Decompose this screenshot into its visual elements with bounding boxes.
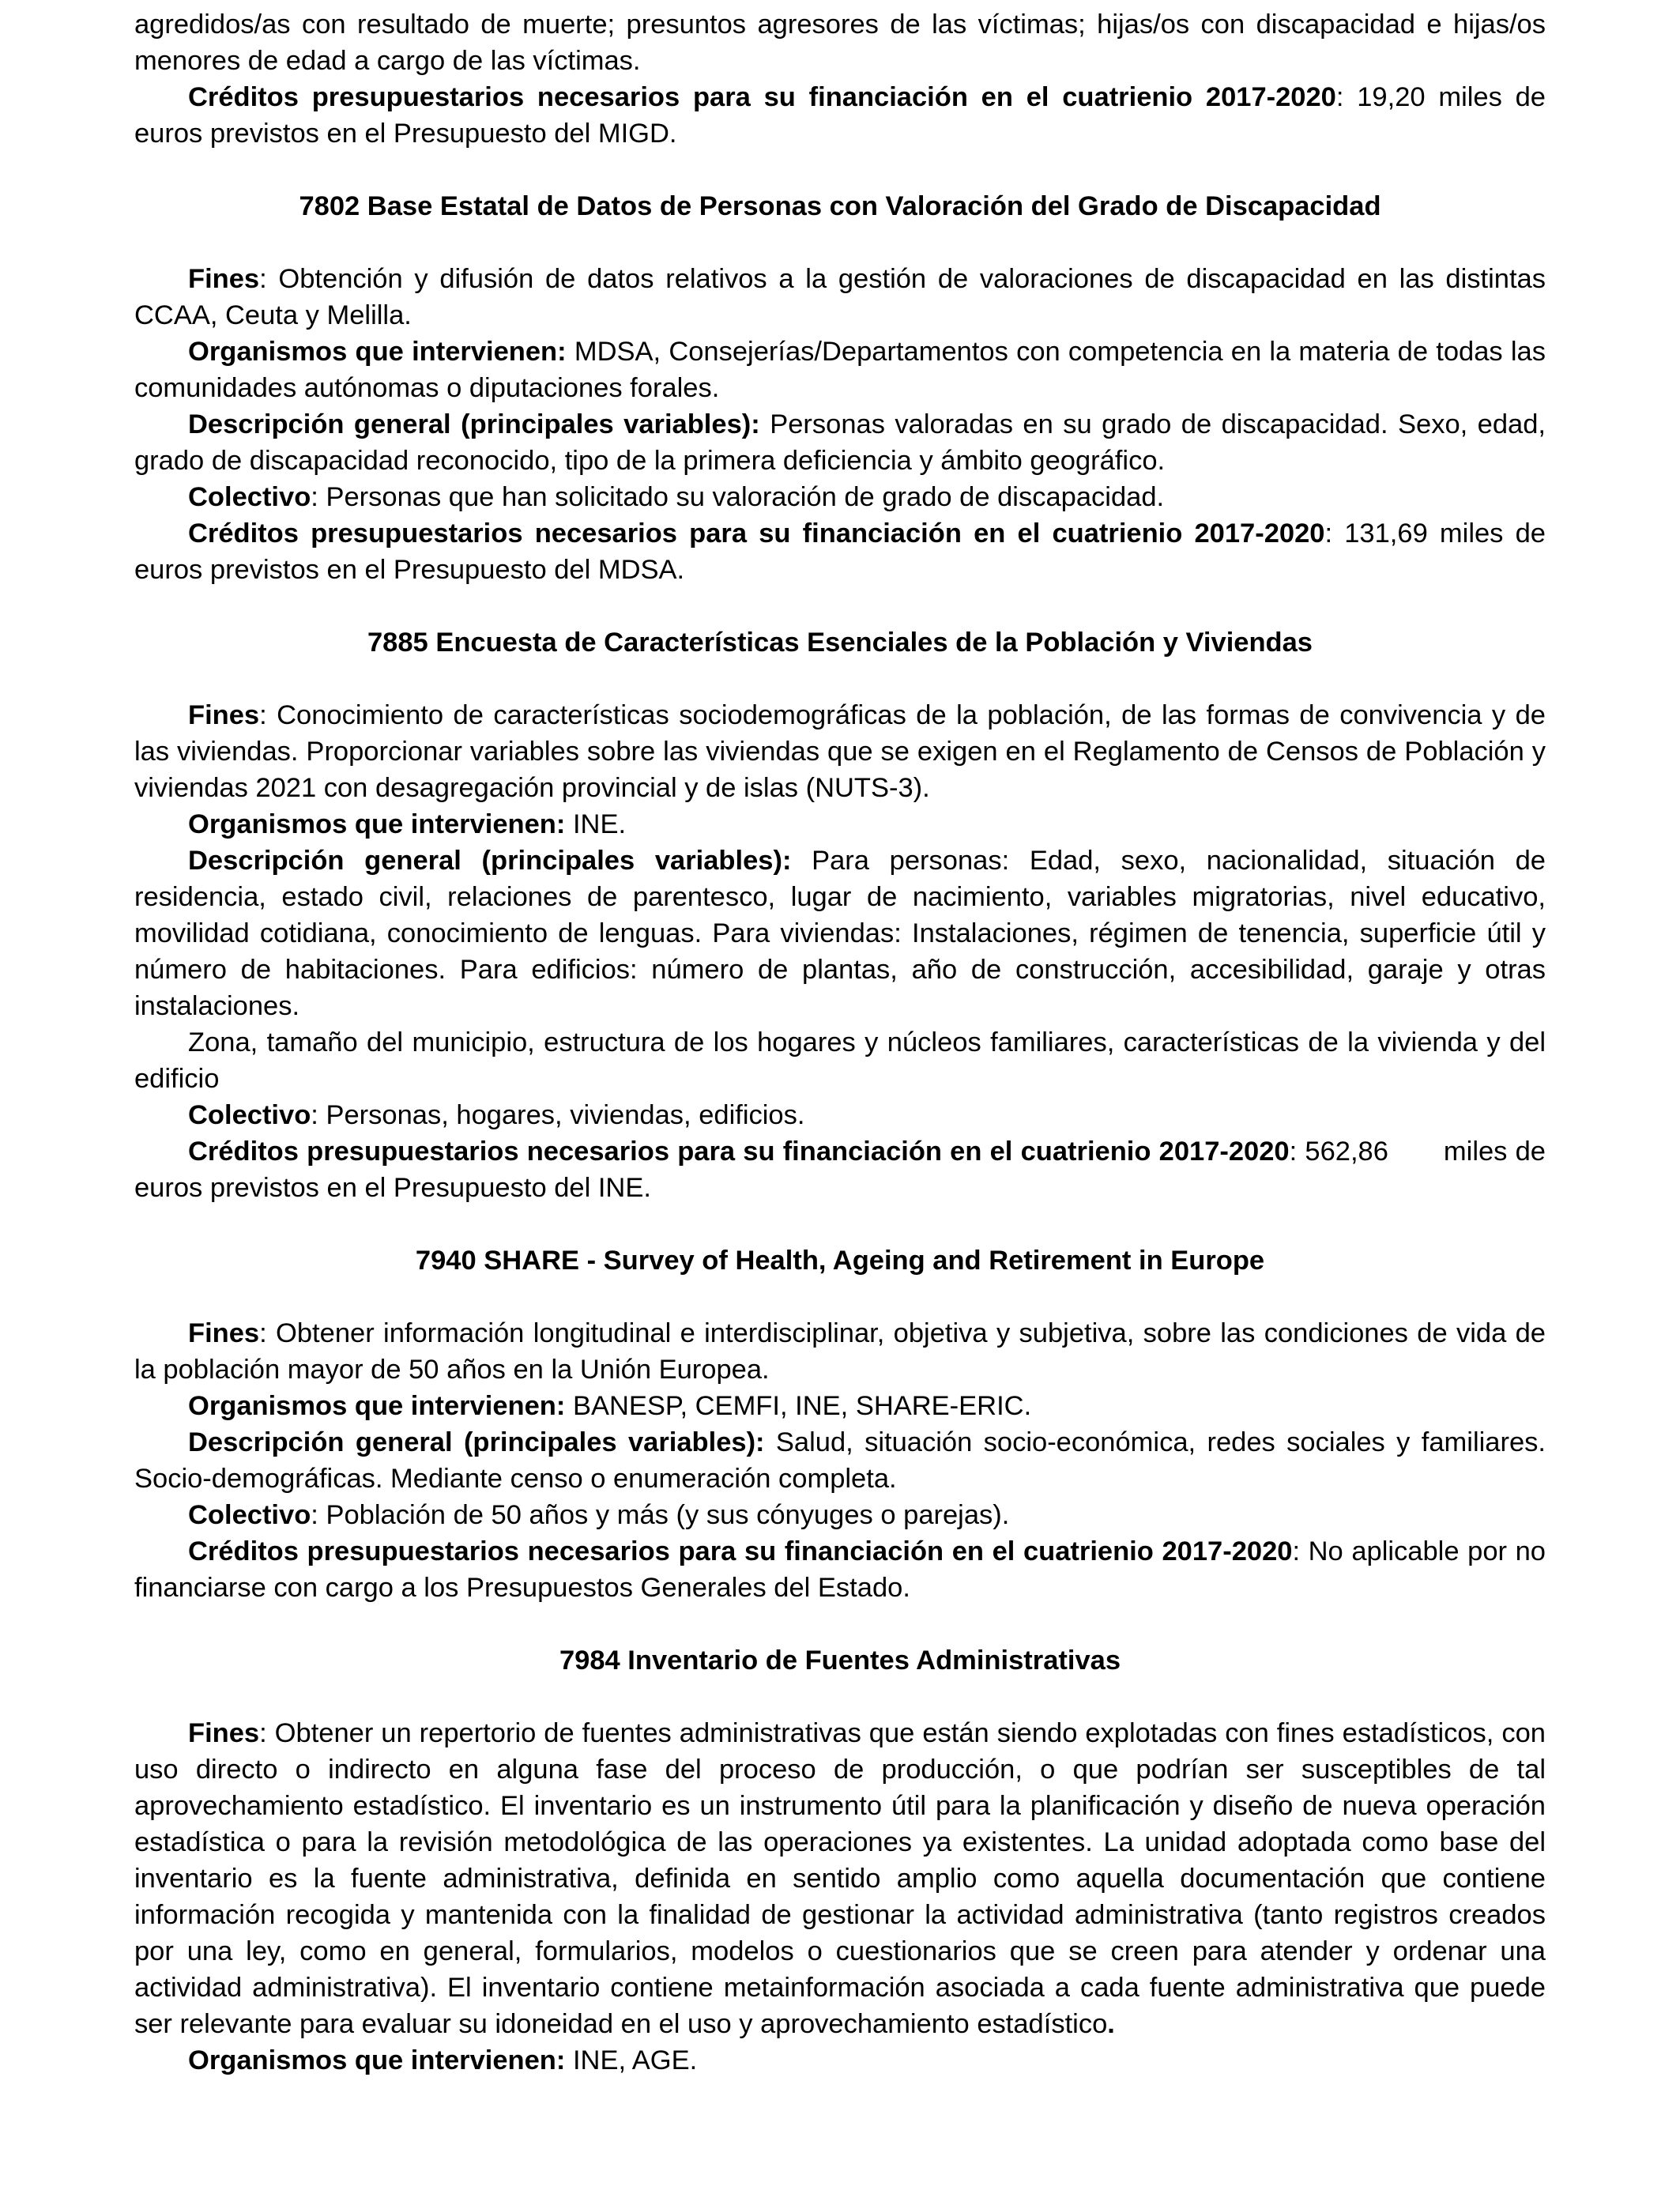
section-title-7940: 7940 SHARE - Survey of Health, Ageing and Retirement in Europe — [415, 1246, 1265, 1276]
organismos-7885: Organismos que intervienen: INE. — [188, 809, 627, 839]
section-title-7802: 7802 Base Estatal de Datos de Personas con Valoración del Grado de Discapacidad — [299, 191, 1381, 221]
creditos-7802: Créditos presupuestarios necesarios para su financiación en el cuatrienio 2017-2020: 131,69 miles de euros previstos en el Presupuesto del MDSA. — [134, 518, 1546, 585]
descripcion-7940: Descripción general (principales variables): Salud, situación socio-económica, redes sociales y familiares. Socio-demográficas. Mediante censo o enumeración completa. — [134, 1427, 1546, 1494]
section-title-7984: 7984 Inventario de Fuentes Administrativas — [559, 1646, 1121, 1676]
colectivo-7802: Colectivo: Personas que han solicitado su valoración de grado de discapacidad. — [188, 482, 1165, 512]
fines-7940: Fines: Obtener información longitudinal e interdisciplinar, objetiva y subjetiva, sobre las condiciones de vida de la población mayor de 50 años en la Unión Europea. — [134, 1318, 1546, 1385]
intro-paragraph: agredidos/as con resultado de muerte; presuntos agresores de las víctimas; hijas/os con discapacidad e hijas/os menores de edad a cargo de las víctimas. — [134, 9, 1546, 76]
organismos-7802: Organismos que intervienen: MDSA, Consejerías/Departamentos con competencia en la materia de todas las comunidades autónomas o diputaciones forales. — [134, 337, 1546, 403]
descripcion-7885: Descripción general (principales variables): Para personas: Edad, sexo, nacionalidad, situación de residencia, estado civil, relaciones de parentesco, lugar de nacimiento, variables migratorias, nivel educativo, movilidad cotidiana, conocimiento de lenguas. Para viviendas: Instalaciones, régimen de tenencia, superficie útil y número de habitaciones. Para edificios: número de plantas, año de construcción, accesibilidad, garaje y otras instalaciones. — [134, 846, 1546, 1021]
colectivo-7885: Colectivo: Personas, hogares, viviendas, edificios. — [188, 1100, 805, 1130]
fines-7885: Fines: Conocimiento de características sociodemográficas de la población, de las formas de convivencia y de las viviendas. Proporcionar variables sobre las viviendas que se exigen en el Reglamento de Censos de Población y viviendas 2021 con desagregación provincial y de islas (NUTS-3). — [134, 700, 1546, 803]
organismos-7984: Organismos que intervienen: INE, AGE. — [188, 2045, 698, 2075]
fines-7802: Fines: Obtención y difusión de datos relativos a la gestión de valoraciones de discapacidad en las distintas CCAA, Ceuta y Melilla. — [134, 264, 1546, 330]
intro-creditos: Créditos presupuestarios necesarios para su financiación en el cuatrienio 2017-2020: 19,20 miles de euros previstos en el Presupuesto del MIGD. — [134, 82, 1546, 149]
colectivo-7940: Colectivo: Población de 50 años y más (y sus cónyuges o parejas). — [188, 1500, 1010, 1530]
zona-7885: Zona, tamaño del municipio, estructura de los hogares y núcleos familiares, características de la vivienda y del edificio — [134, 1027, 1546, 1094]
creditos-label: Créditos presupuestarios necesarios para su financiación en el cuatrienio 2017-2020 — [188, 82, 1336, 112]
section-title-7885: 7885 Encuesta de Características Esenciales de la Población y Viviendas — [367, 628, 1313, 658]
creditos-7940: Créditos presupuestarios necesarios para su financiación en el cuatrienio 2017-2020: No aplicable por no financiarse con cargo a los Presupuestos Generales del Estado. — [134, 1536, 1546, 1603]
fines-7984: Fines: Obtener un repertorio de fuentes administrativas que están siendo explotadas con fines estadísticos, con uso directo o indirecto en alguna fase del proceso de producción, o que podrían ser susceptibles de tal aprovechamiento estadístico. El inventario es un instrumento útil para la planificación y diseño de nueva operación estadística o para la revisión metodológica de las operaciones ya existentes. La unidad adoptada como base del inventario es la fuente administrativa, definida en sentido amplio como aquella documentación que contiene información recogida y mantenida con la finalidad de gestionar la actividad administrativa (tanto registros creados por una ley, como en general, formularios, modelos o cuestionarios que se creen para atender y ordenar una actividad administrativa). El inventario contiene metainformación asociada a cada fuente administrativa que puede ser relevante para evaluar su idoneidad en el uso y aprovechamiento estadístico. — [134, 1718, 1546, 2039]
organismos-7940: Organismos que intervienen: BANESP, CEMFI, INE, SHARE-ERIC. — [188, 1391, 1032, 1421]
descripcion-7802: Descripción general (principales variables): Personas valoradas en su grado de discapacidad. Sexo, edad, grado de discapacidad reconocido, tipo de la primera deficiencia y ámbito geográfico. — [134, 409, 1546, 476]
creditos-7885: Créditos presupuestarios necesarios para su financiación en el cuatrienio 2017-2020: 562,86 miles de euros previstos en el Presupuesto del INE. — [134, 1137, 1546, 1203]
